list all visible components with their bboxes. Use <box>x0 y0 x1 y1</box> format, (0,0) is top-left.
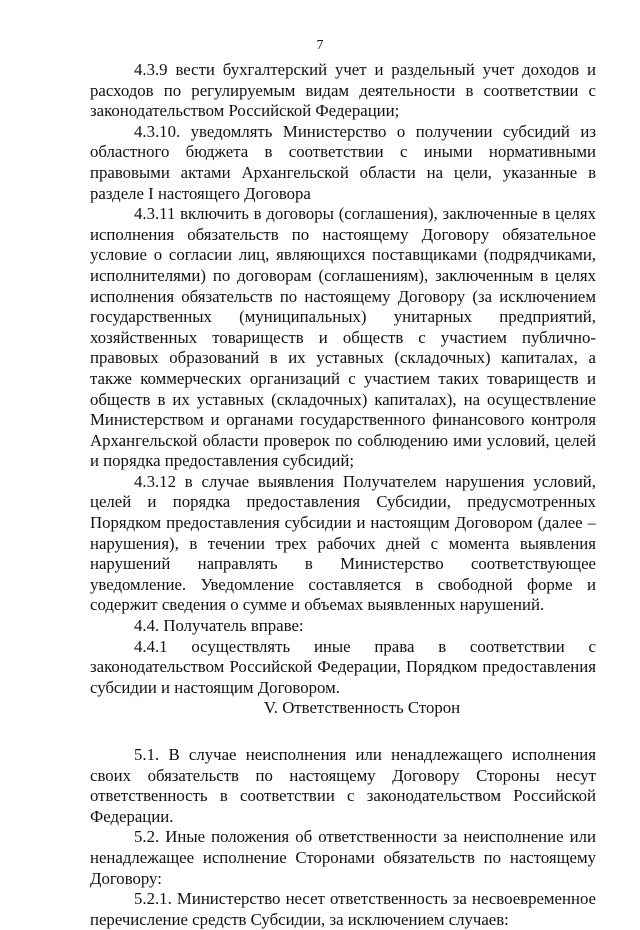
section-title: V. Ответственность Сторон <box>263 698 461 718</box>
paragraph-5-2: 5.2. Иные положения об ответственности за неисполнение или ненадлежащее исполнение Сторонами обязательств по настоящему Договору: <box>90 827 596 888</box>
paragraph-4-3-12: 4.3.12 в случае выявления Получателем нарушения условий, целей и порядка предоставления Субсидии, предусмотренных Порядком предоставления субсидии и настоящим Договором (далее – нарушения), в течении трех рабочих дней с момента выявления нарушений направлять в Министерство соответствующее уведомление. Уведомление составляется в свободной форме и содержит сведения о сумме и объемах выявленных нарушений. <box>90 471 596 615</box>
paragraph-4-3-10: 4.3.10. уведомлять Министерство о получении субсидий из областного бюджета в соответствии с иными нормативными правовыми актами Архангельской области на цели, указанные в разделе I настоящего Договора <box>90 121 596 203</box>
paragraph-5-2-1: 5.2.1. Министерство несет ответственность за несвоевременное перечисление средств Субсидии, за исключением случаев: <box>90 889 596 929</box>
paragraph-4-4: 4.4. Получатель вправе: <box>134 616 304 636</box>
paragraph-5-1: 5.1. В случае неисполнения или ненадлежащего исполнения своих обязательств по настоящему Договору Стороны несут ответственность в соответствии с законодательством Российской Федерации. <box>90 745 596 826</box>
document-body <box>90 60 596 930</box>
paragraph-4-4-1: 4.4.1 осуществлять иные права в соответствии с законодательством Российской Федерации, Порядком предоставления субсидии и настоящим Договором. <box>90 636 596 697</box>
page-number: 7 <box>316 38 324 53</box>
paragraph-4-3-11: 4.3.11 включить в договоры (соглашения), заключенные в целях исполнения обязательств по настоящему Договору обязательное условие о согласии лиц, являющихся поставщиками (подрядчиками, исполнителями) по договорам (соглашениям), заключенным в целях исполнения обязательств по настоящему Договору (за исключением государственных (муниципальных) унитарных предприятий, хозяйственных товариществ и обществ с участием публично-правовых образований в их уставных (складочных) капиталах, а также коммерческих организаций с участием таких товариществ и обществ в их уставных (складочных) капиталах), на осуществление Министерством и органами государственного финансового контроля Архангельской области проверок по соблюдению ими условий, целей и порядка предоставления субсидий; <box>90 204 596 471</box>
paragraph-4-3-9: 4.3.9 вести бухгалтерский учет и раздельный учет доходов и расходов по регулируемым видам деятельности в соответствии с законодательством Российской Федерации; <box>90 60 596 121</box>
